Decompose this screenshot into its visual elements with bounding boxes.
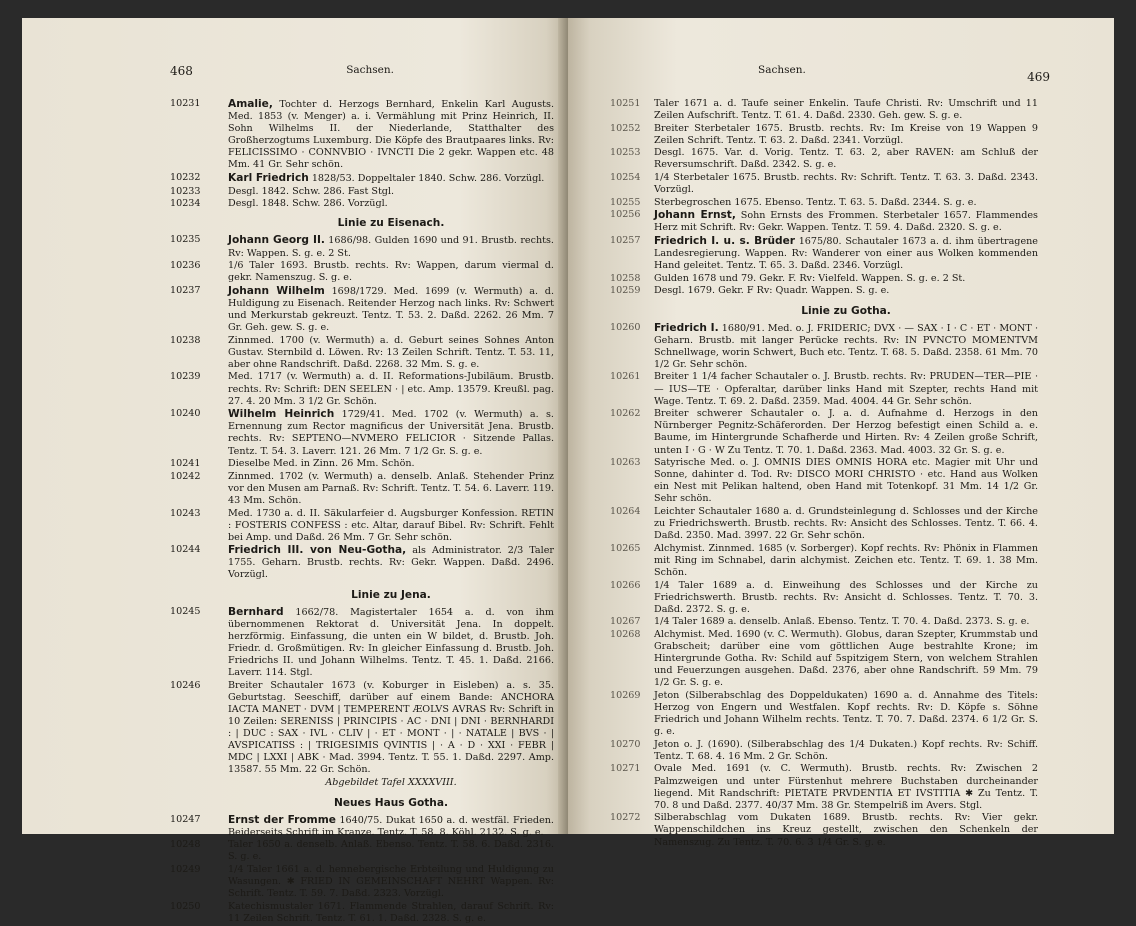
ruler-name: Johann Wilhelm [228,284,325,297]
lot-number: 10240 [170,408,201,420]
entry-text: 1/4 Taler 1689 a. d. Einweihung des Schlosses und der Kirche zu Friedrichswerth. Brustb. rechts. Rv: Ansicht d. Schlosses. Tentz. T. 70. 3. Daßd. 2372. S. g. e. [654,579,1038,615]
entry-text: 1/6 Taler 1693. Brustb. rechts. Rv: Wappen, darum viermal d. gekr. Namenszug. S. g. e. [228,260,554,284]
entry-description [228,471,554,507]
lot-number: 10265 [610,542,641,554]
entry-text: Desgl. 1842. Schw. 286. Fast Stgl. [228,185,395,197]
catalog-entry [610,235,1038,272]
lot-number: 10236 [170,260,201,272]
entry-description [228,371,554,407]
catalog-entry [170,814,554,839]
catalog-entry [170,408,554,457]
section-heading: Linie zu Jena. [351,588,431,601]
catalog-entry [610,123,1038,147]
entry-description [228,408,554,457]
lot-number: 10272 [610,812,641,824]
catalog-entry [610,763,1038,811]
entry-text: 1729/41. Med. 1702 (v. Wermuth) a. s. Ernennung zum Rector magnificus der Universität Jena. Brustb. rechts. Rv: SEPTENO—NVMERO FELICIOR · Sitzende Pallas. Tentz. T. 54. 3. Laverr. 121. 26 Mm. 7 1/2 Gr. S. g. e. [228,409,554,457]
entry-description [228,901,554,925]
entry-description [654,408,1038,456]
entry-text: Desgl. 1679. Gekr. F Rv: Quadr. Wappen. S. g. e. [654,285,890,297]
entry-description [228,680,554,777]
book-spread [22,18,1114,924]
entry-text: Breiter schwerer Schautaler o. J. a. d. Aufnahme d. Herzogs in den Nürnberger Pegnitz-Schäferorden. Der Herzog befestigt einen Schild a. e. Baume, im Hintergrunde Schafherde und Hirten. Rv: 4 Zeilen große Schrift, unten I · G · W Zu Tentz. T. 70. 1. Daßd. 2363. Mad. 4003. 32 Gr. S. g. e. [654,408,1038,456]
lot-number: 10239 [170,371,201,383]
catalog-entry [610,273,1038,285]
entry-text: Alchymist. Zinnmed. 1685 (v. Sorberger). Kopf rechts. Rv: Phönix in Flammen mit Ring im Schnabel, darin alchymist. Zeichen etc. Tentz. T. 69. 1. 38 Mm. Schön. [654,542,1038,578]
catalog-entry [170,839,554,863]
lot-number: 10271 [610,763,641,775]
lot-number: 10250 [170,900,201,912]
lot-number: 10259 [610,285,641,297]
catalog-entry [610,285,1038,297]
entry-description [654,235,1038,272]
entry-description [654,506,1038,542]
ruler-name: Ernst der Fromme [228,813,336,826]
lot-number: 10266 [610,579,641,591]
left-page-body [170,98,554,926]
lot-number: 10256 [610,209,641,221]
entry-text: 1/4 Taler 1689 a. denselb. Anlaß. Ebenso. Tentz. T. 70. 4. Daßd. 2373. S. g. e. [654,616,1030,628]
lot-number: 10255 [610,196,641,208]
catalog-entry [170,901,554,925]
entry-description [654,123,1038,147]
ruler-name: Johann Georg II. [228,234,325,247]
entry-text: Alchymist. Med. 1690 (v. C. Wermuth). Globus, daran Szepter, Krummstab und Grabscheit; darüber eine vom göttlichen Auge bestrahlte Krone; im Hintergrunde Gotha. Rv: Schild auf 5spitzigem Stern, von welchem Strahlen und Feuerzungen ausgehen. Daßd. 2376, aber ohne Randschrift. 59 Mm. 79 1/2 Gr. S. g. e. [654,628,1038,689]
catalog-entry [170,544,554,581]
ruler-name: Friedrich I. u. s. Brüder [654,235,795,248]
catalog-entry [170,864,554,900]
lot-number: 10246 [170,679,201,691]
lot-number: 10270 [610,738,641,750]
entry-description [228,98,554,172]
catalog-entry [610,739,1038,763]
entry-text: Med. 1717 (v. Wermuth) a. d. II. Reformations-Jubiläum. Brustb. rechts. Rv: Schrift: DEN SEELEN · | etc. Amp. 13579. Kreußl. pag. 27. 4. 20 Mm. 3 1/2 Gr. Schön. [228,371,554,407]
lot-number: 10233 [170,185,201,197]
lot-number: 10235 [170,234,201,246]
catalog-entry [610,457,1038,505]
lot-number: 10238 [170,334,201,346]
entry-description [654,739,1038,763]
entry-text: 1/4 Taler 1661 a. d. hennebergische Erbteilung und Huldigung zu Wasungen. ✱ FRIED IN GEMEINSCHAFT NEHRT Wappen. Rv: Schrift. Tentz. T. 59. 7. Daßd. 2323. Vorzügl. [228,864,554,900]
entry-description [654,285,1038,297]
entry-text: Zinnmed. 1700 (v. Wermuth) a. d. Geburt seines Sohnes Anton Gustav. Sternbild d. Löwen. Rv: 13 Zeilen Schrift. Tentz. T. 53. 11, aber ohne Randschrift. Daßd. 2268. 32 Mm. S. g. e. [228,334,554,370]
entry-description [228,508,554,544]
lot-number: 10263 [610,457,641,469]
entry-text: 1675/80. Schautaler 1673 a. d. ihm übertragene Landesregierung. Wappen. Rv: Wanderer von einer aus Wolken kommenden Hand geleitet. Tentz. T. 65. 3. Daßd. 2346. Vorzügl. [654,236,1038,272]
entry-text: Taler 1671 a. d. Taufe seiner Enkelin. Taufe Christi. Rv: Umschrift und 11 Zeilen Aufschrift. Tentz. T. 61. 4. Daßd. 2330. Geh. gew. S. g. e. [654,98,1038,122]
entry-text: Satyrische Med. o. J. OMNIS DIES OMNIS HORA etc. Magier mit Uhr und Sonne, dahinter d. Tod. Rv: DISCO MORI CHRISTO · etc. Hand aus Wolken ein Nest mit Pelikan haltend, oben Hand mit Totenkopf. 31 Mm. 14 1/2 Gr. Sehr schön. [654,457,1038,505]
lot-number: 10257 [610,235,641,247]
ruler-name: Karl Friedrich [228,172,309,185]
catalog-entry [170,260,554,284]
lot-number: 10231 [170,98,201,109]
entry-text: Katechismustaler 1671. Flammende Strahlen, darauf Schrift. Rv: 11 Zeilen Schrift. Tentz. T. 61. 1. Daßd. 2328. S. g. e. [228,900,554,924]
entry-text: Zinnmed. 1702 (v. Wermuth) a. denselb. Anlaß. Stehender Prinz vor den Musen am Parnaß. Rv: Schrift. Tentz. T. 54. 6. Laverr. 119. 43 Mm. Schön. [228,470,554,506]
entry-text: Dieselbe Med. in Zinn. 26 Mm. Schön. [228,458,415,470]
entry-description [228,260,554,284]
entry-description [654,197,1038,209]
catalog-entry [610,543,1038,579]
catalog-entry [610,580,1038,616]
entry-text: Breiter 1 1/4 facher Schautaler o. J. Brustb. rechts. Rv: PRUDEN—TER—PIE · — IUS—TE · Opferaltar, darüber links Hand mit Szepter, rechts Hand mit Wage. Tentz. T. 69. 2. Daßd. 2359. Mad. 4004. 44 Gr. Sehr schön. [654,371,1038,407]
page-number: 468 [170,64,193,78]
entry-text: 1662/78. Magistertaler 1654 a. d. von ihm übernommenen Rektorat d. Universität Jena. In doppelt. herzförmig. Einfassung, die unten ein W bildet, d. Brustb. Joh. Friedr. d. Großmütigen. Rv: In gleicher Einfassung d. Brustb. Joh. Friedrichs II. und Johann Wilhelms. Tentz. T. 45. 1. Daßd. 2166. Laverr. 114. Stgl. [228,606,554,679]
entry-text: 1640/75. Dukat 1650 a. d. westfäl. Frieden. Beiderseits Schrift im Kranze. Tentz. T. 58. 8. Köhl. 2132. S. g. e. [228,814,554,838]
entry-description [228,544,554,581]
catalog-entry [610,322,1038,371]
lot-number: 10262 [610,408,641,420]
section-heading: Linie zu Eisenach. [337,217,445,230]
lot-number: 10267 [610,616,641,628]
entry-description [654,98,1038,122]
lot-number: 10232 [170,172,201,184]
catalog-entry [170,680,554,777]
entry-description [228,839,554,863]
lot-number: 10244 [170,544,201,556]
lot-number: 10261 [610,371,641,383]
entry-text: 1/4 Sterbetaler 1675. Brustb. rechts. Rv: Schrift. Tentz. T. 63. 3. Daßd. 2343. Vorzügl. [654,172,1038,196]
entry-text: Tochter d. Herzogs Bernhard, Enkelin Karl Augusts. Med. 1853 (v. Menger) a. i. Vermählung mit Prinz Heinrich, II. Sohn Wilhelms II. der Niederlande, Statthalter des Großherzogtums Luxemburg. Die Köpfe des Brautpaares links. Rv: FELICISSIMO · CONNVBIO · IVNCTI Die 2 gekr. Wappen etc. 48 Mm. 41 Gr. Sehr schön. [228,99,554,171]
ruler-name: Wilhelm Heinrich [228,408,335,421]
lot-number: 10245 [170,605,201,617]
lot-number: 10269 [610,689,641,701]
lot-number: 10234 [170,198,201,210]
entry-text: Jeton (Silberabschlag des Doppeldukaten) 1690 a. d. Annahme des Titels: Herzog von Engern und Westfalen. Kopf rechts. Rv: D. Köpfe s. Söhne Friedrich und Johann Wilhelm rechts. Tentz. T. 70. 7. Daßd. 2374. 6 1/2 Gr. S. g. e. [654,689,1038,738]
entry-description [228,814,554,839]
entry-description [228,186,554,198]
catalog-entry [170,371,554,407]
entry-description [654,457,1038,505]
plate-reference: Abgebildet Tafel XXXXVIII. [325,777,457,789]
catalog-entry [610,209,1038,234]
catalog-entry [170,471,554,507]
catalog-entry [170,285,554,334]
entry-text: Silberabschlag vom Dukaten 1689. Brustb. rechts. Rv: Vier gekr. Wappenschildchen ins Kreuz gestellt, zwischen den Schenkeln der Namenszug. Zu Tentz. T. 70. 6. 3 1/4 Gr. S. g. e. [654,812,1038,848]
running-title: Sachsen. [758,64,806,76]
entry-description [654,690,1038,738]
catalog-entry [170,172,554,185]
entry-text: Taler 1650 a. denselb. Anlaß. Ebenso. Tentz. T. 58. 6. Daßd. 2316. S. g. e. [228,839,554,863]
lot-number: 10241 [170,458,201,470]
entry-text: Jeton o. J. (1690). (Silberabschlag des 1/4 Dukaten.) Kopf rechts. Rv: Schiff. Tentz. T. 68. 4. 16 Mm. 2 Gr. Schön. [654,738,1038,762]
entry-description [228,285,554,334]
entry-description [654,629,1038,689]
entry-description [654,543,1038,579]
catalog-entry [610,629,1038,689]
entry-text: als Administrator. 2/3 Taler 1755. Geharn. Brustb. rechts. Rv: Gekr. Wappen. Daßd. 2496. Vorzügl. [228,545,554,581]
section-heading: Neues Haus Gotha. [333,796,449,809]
running-title: Sachsen. [346,64,394,76]
entry-text: Med. 1730 a. d. II. Säkularfeier d. Augsburger Konfession. RETIN : FOSTERIS CONFESS : etc. Altar, darauf Bibel. Rv: Schrift. Fehlt bei Amp. und Daßd. 26 Mm. 7 Gr. Sehr schön. [228,507,554,543]
entry-text: Desgl. 1675. Var. d. Vorig. Tentz. T. 63. 2, aber RAVEN: am Schluß der Reversumschrift. Daßd. 2342. S. g. e. [654,147,1038,171]
catalog-entry [610,506,1038,542]
entry-description [228,864,554,900]
section-heading: Linie zu Gotha. [801,304,891,317]
entry-text: 1828/53. Doppeltaler 1840. Schw. 286. Vorzügl. [311,173,545,185]
page-number: 469 [1027,70,1050,84]
entry-text: 1686/98. Gulden 1690 und 91. Brustb. rechts. Rv: Wappen. S. g. e. 2 St. [228,235,554,259]
catalog-entry [170,98,554,172]
entry-description [228,234,554,259]
entry-description [228,335,554,371]
catalog-entry [610,98,1038,122]
lot-number: 10268 [610,628,641,640]
catalog-entry [170,198,554,210]
catalog-entry [610,616,1038,628]
entry-description [228,198,554,210]
entry-description [654,616,1038,628]
ruler-name: Johann Ernst, [654,209,736,222]
lot-number: 10264 [610,506,641,517]
lot-number: 10254 [610,172,641,184]
entry-text: 1698/1729. Med. 1699 (v. Wermuth) a. d. Huldigung zu Eisenach. Reitender Herzog nach links. Rv: Schwert und Merkurstab gekreuzt. Tentz. T. 53. 2. Daßd. 2262. 26 Mm. 7 Gr. Geh. gew. S. g. e. [228,285,554,334]
catalog-entry [610,408,1038,456]
catalog-entry [170,508,554,544]
entry-description [654,763,1038,811]
entry-text: Breiter Sterbetaler 1675. Brustb. rechts. Rv: Im Kreise von 19 Wappen 9 Zeilen Schrift. Tentz. T. 63. 2. Daßd. 2341. Vorzügl. [654,122,1038,146]
lot-number: 10243 [170,507,201,519]
ruler-name: Friedrich I. [654,321,719,334]
entry-description [228,458,554,470]
catalog-entry [170,606,554,680]
entry-description [228,172,554,185]
lot-number: 10247 [170,813,201,825]
entry-text: Breiter Schautaler 1673 (v. Koburger in Eisleben) a. s. 35. Geburtstag. Seeschiff, darüber auf einem Bande: ANCHORA IACTA MANET · DVM | TEMPERENT ÆOLVS AVRAS Rv: Schrift in 10 Zeilen: SERENISS | PRINCIPIS · AC · DNI | DNI · BERNHARDI : | DUC : SAX · IVL · CLIV | · ET · MONT · | · NATALE | BVS · | AVSPICATISS : | TRIGESIMIS QVINTIS | · A · D · XXI · FEBR | MDC | LXXI | ABK · Mad. 3994. Tentz. T. 55. 1. Daßd. 2297. Amp. 13587. 55 Mm. 22 Gr. Schön. [228,679,554,776]
catalog-entry [170,458,554,470]
entry-text: Gulden 1678 und 79. Gekr. F. Rv: Vielfeld. Wappen. S. g. e. 2 St. [654,272,966,284]
catalog-entry [170,335,554,371]
entry-text: Desgl. 1848. Schw. 286. Vorzügl. [228,198,388,210]
entry-text: Leichter Schautaler 1680 a. d. Grundsteinlegung d. Schlosses und der Kirche zu Friedrichswerth. Brustb. rechts. Rv: Ansicht des Schlosses. Tentz. T. 66. 4. Daßd. 2350. Mad. 3997. 22 Gr. Sehr schön. [654,506,1038,542]
entry-description [654,371,1038,407]
left-page [22,18,568,924]
entry-description [654,812,1038,848]
catalog-entry [170,186,554,198]
entry-text: Sterbegroschen 1675. Ebenso. Tentz. T. 63. 5. Daßd. 2344. S. g. e. [654,196,977,208]
catalog-entry [610,371,1038,407]
lot-number: 10237 [170,284,201,296]
lot-number: 10248 [170,839,201,851]
entry-description [654,580,1038,616]
right-page-body [610,98,1038,849]
entry-text: 1680/91. Med. o. J. FRIDERIC; DVX · — SAX · I · C · ET · MONT · Geharn. Brustb. mit langer Perücke rechts. Rv: IN PVNCTO MOMENTVM Schnellwage, worin Schwert, Buch etc. Tentz. T. 68. 5. Daßd. 2358. 61 Mm. 70 1/2 Gr. Sehr schön. [654,322,1038,370]
catalog-entry [610,147,1038,171]
entry-description [654,322,1038,371]
lot-number: 10253 [610,147,641,159]
entry-text: Sohn Ernsts des Frommen. Sterbetaler 1657. Flammendes Herz mit Schrift. Rv: Gekr. Wappen. Tentz. T. 59. 4. Daßd. 2320. S. g. e. [654,210,1038,234]
catalog-entry [610,197,1038,209]
catalog-entry [170,234,554,259]
lot-number: 10249 [170,864,201,876]
lot-number: 10252 [610,122,641,134]
ruler-name: Bernhard [228,605,284,618]
lot-number: 10260 [610,321,641,333]
ruler-name: Friedrich III. von Neu-Gotha, [228,544,407,557]
lot-number: 10258 [610,272,641,284]
entry-description [654,209,1038,234]
entry-text: Ovale Med. 1691 (v. C. Wermuth). Brustb. rechts. Rv: Zwischen 2 Palmzweigen und unter Fürstenhut mehrere Buchstaben durcheinander liegend. Mit Randschrift: PIETATE PRVDENTIA ET IVSTITIA ✱ Zu Tentz. T. 70. 8 und Daßd. 2377. 40/37 Mm. 38 Gr. Stempelriß im Avers. Stgl. [654,763,1038,811]
entry-description [654,172,1038,196]
catalog-entry [610,812,1038,848]
catalog-entry [610,690,1038,738]
entry-description [228,606,554,680]
entry-description [654,147,1038,171]
right-page [568,18,1114,848]
catalog-entry [610,172,1038,196]
entry-description [654,273,1038,285]
lot-number: 10242 [170,470,201,482]
lot-number: 10251 [610,98,641,109]
ruler-name: Amalie, [228,98,273,110]
